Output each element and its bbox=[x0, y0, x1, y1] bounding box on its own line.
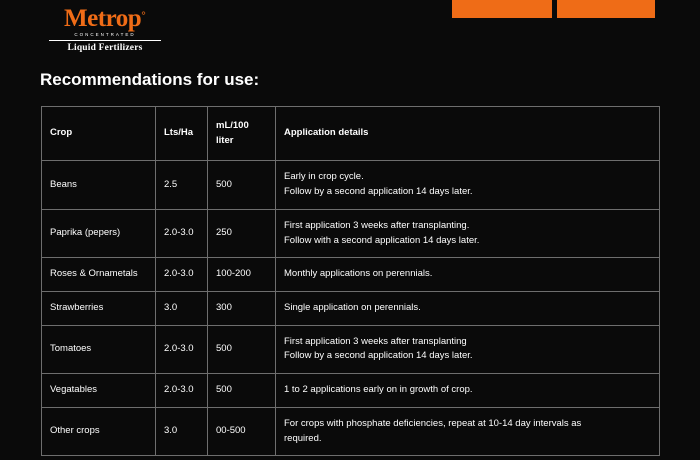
cell-lts-ha: 2.0-3.0 bbox=[156, 209, 208, 257]
accent-block-right bbox=[557, 0, 655, 18]
cell-details-line: Monthly applications on perennials. bbox=[284, 268, 433, 280]
cell-ml-100l: 500 bbox=[208, 374, 276, 408]
cell-details-line: Follow by a second application 14 days later. bbox=[284, 186, 473, 198]
table-row bbox=[42, 374, 660, 408]
cell-crop: Vegatables bbox=[42, 374, 156, 408]
cell-details bbox=[276, 292, 660, 326]
cell-details-line: Early in crop cycle. bbox=[284, 171, 364, 183]
cell-crop: Strawberries bbox=[42, 292, 156, 326]
cell-crop: Roses & Ornametals bbox=[42, 258, 156, 292]
cell-ml-100l: 100-200 bbox=[208, 258, 276, 292]
page-title: Recommendations for use: bbox=[40, 70, 260, 89]
recommendations-table bbox=[41, 106, 660, 456]
cell-ml-100l: 500 bbox=[208, 161, 276, 209]
cell-lts-ha: 3.0 bbox=[156, 292, 208, 326]
brand-divider bbox=[49, 40, 161, 41]
cell-details bbox=[276, 325, 660, 373]
table-row bbox=[42, 161, 660, 209]
table-header-row bbox=[42, 107, 660, 161]
cell-lts-ha: 3.0 bbox=[156, 407, 208, 455]
cell-lts-ha: 2.0-3.0 bbox=[156, 325, 208, 373]
cell-ml-100l: 00-500 bbox=[208, 407, 276, 455]
cell-details-line: Single application on perennials. bbox=[284, 302, 421, 314]
column-header-ml-per-100-liter: mL/100 liter bbox=[208, 107, 276, 161]
cell-crop: Paprika (pepers) bbox=[42, 209, 156, 257]
cell-details-line: Follow with a second application 14 days later. bbox=[284, 234, 480, 246]
cell-details bbox=[276, 161, 660, 209]
cell-details-line: 1 to 2 applications early on in growth of crop. bbox=[284, 384, 473, 396]
cell-details-line: First application 3 weeks after transplanting bbox=[284, 335, 467, 347]
cell-lts-ha: 2.5 bbox=[156, 161, 208, 209]
accent-block-left bbox=[452, 0, 552, 18]
cell-details bbox=[276, 209, 660, 257]
table-body bbox=[42, 161, 660, 456]
table-row bbox=[42, 258, 660, 292]
table-row bbox=[42, 292, 660, 326]
cell-details-line: First application 3 weeks after transplanting. bbox=[284, 219, 470, 231]
cell-details-line: Follow by a second application 14 days later. bbox=[284, 350, 473, 362]
cell-crop: Beans bbox=[42, 161, 156, 209]
cell-lts-ha: 2.0-3.0 bbox=[156, 258, 208, 292]
cell-details-line: required. bbox=[284, 432, 322, 444]
cell-ml-100l: 250 bbox=[208, 209, 276, 257]
brand-logo bbox=[40, 6, 170, 53]
cell-crop: Other crops bbox=[42, 407, 156, 455]
cell-details-line: For crops with phosphate deficiencies, repeat at 10-14 day intervals as bbox=[284, 417, 582, 429]
cell-ml-100l: 300 bbox=[208, 292, 276, 326]
brand-tagline-small: CONCENTRATED bbox=[74, 32, 136, 37]
cell-crop: Tomatoes bbox=[42, 325, 156, 373]
cell-details bbox=[276, 407, 660, 455]
table-row bbox=[42, 407, 660, 455]
cell-details bbox=[276, 258, 660, 292]
column-header-application-details: Application details bbox=[276, 107, 660, 161]
brand-name: Metrop bbox=[64, 5, 142, 32]
cell-lts-ha: 2.0-3.0 bbox=[156, 374, 208, 408]
brand-degree-symbol: ° bbox=[141, 8, 146, 23]
brand-tagline: Liquid Fertilizers bbox=[67, 42, 143, 53]
table-row bbox=[42, 209, 660, 257]
table-row bbox=[42, 325, 660, 373]
column-header-lts-ha: Lts/Ha bbox=[156, 107, 208, 161]
cell-ml-100l: 500 bbox=[208, 325, 276, 373]
cell-details bbox=[276, 374, 660, 408]
column-header-crop: Crop bbox=[42, 107, 156, 161]
recommendations-table-container bbox=[41, 106, 659, 456]
